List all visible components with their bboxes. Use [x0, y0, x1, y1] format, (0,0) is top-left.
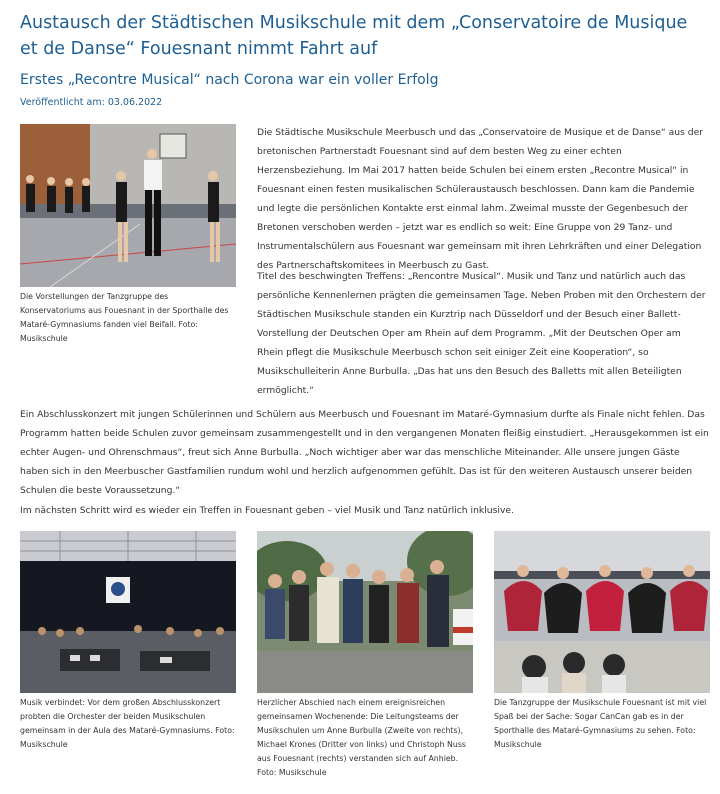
article-subtitle: Erstes „Recontre Musical“ nach Corona war ein voller Erfolg: [20, 72, 439, 88]
photo-caption: Musik verbindet: Vor dem großen Abschlusskonzert probten die Orchester der beiden Musikschulen gemeinsam in der Aula des Mataré-Gymnasiums. Foto: Musikschule: [20, 698, 235, 749]
article-paragraph: Ein Abschlusskonzert mit jungen Schülerinnen und Schülern aus Meerbusch und Fouesnant im Mataré-Gymnasium durfte als Finale nicht fehlen. Das Programm hatten beide Schulen zuvor gemeinsam zusammengestellt und in den vergangenen Monaten fleißig einstudiert. „Herausgekommen ist ein echter Augen- und Ohrenschmaus“, freut sich Anne Burbulla. „Noch wichtiger aber war das menschliche Miteinander. Alle unsere jungen Gäste haben sich in den Meerbuscher Gastfamilien rundum wohl und herzlich aufgenommen gefühlt. Das ist für den weiteren Austausch unserer beiden Schulen die beste Voraussetzung.“: [20, 409, 709, 496]
article-title: Austausch der Städtischen Musikschule mit dem „Conservatoire de Musique et de Danse“ Fouesnant nimmt Fahrt auf: [20, 13, 688, 59]
photo-orchestra-rehearsal: [20, 531, 236, 693]
article-paragraph: Die Städtische Musikschule Meerbusch und das „Conservatoire de Musique et de Danse“ aus der bretonischen Partnerstadt Fouesnant sind auf dem besten Weg zu einer echten Herzensbeziehung. Im Mai 2017 hatten beide Schulen bei einem ersten „Recontre Musical“ in Fouesnant einen festen musikalischen Schüleraustausch beschlossen. Dann kam die Pandemie und legte die persönlichen Kontakte erst einmal lahm. Zweimal musste der Gegenbesuch der Bretonen verschoben werden – jetzt war es endlich so weit: Eine Gruppe von 29 Tanz- und Instrumentalschülern aus Fouesnant war gemeinsam mit ihren Lehrkräften und einer Delegation des Partnerschaftskomitees in Meerbusch zu Gast.: [257, 127, 704, 271]
photo-dance-rehearsal: [20, 124, 236, 287]
photo-caption: Herzlicher Abschied nach einem ereignisreichen gemeinsamen Wochenende: Die Leitungsteams der Musikschulen um Anne Burbulla (Zweite von rechts), Michael Krones (Dritter von links) und Christoph Nuss aus Fouesnant (rechts) verstanden sich auf Anhieb. Foto: Musikschule: [257, 698, 466, 777]
article-paragraph: Im nächsten Schritt wird es wieder ein Treffen in Fouesnant geben – viel Musik und Tanz natürlich inklusive.: [20, 505, 514, 516]
photo-caption: Die Vorstellungen der Tanzgruppe des Konservatoriums aus Fouesnant in der Sporthalle des Mataré-Gymnasiums fanden viel Beifall. Foto: Musikschule: [20, 292, 229, 343]
photo-group-farewell: [257, 531, 473, 693]
article-paragraph: Titel des beschwingten Treffens: „Rencontre Musical“. Musik und Tanz und natürlich auch das persönliche Kennenlernen prägten die gemeinsamen Tage. Neben Proben mit den Orchestern der Städtischen Musikschule standen ein Kurztrip nach Düsseldorf und der Besuch einer Ballett-Vorstellung der Deutschen Oper am Rhein auf dem Programm. „Mit der Deutschen Oper am Rhein pflegt die Musikschule Meerbusch schon seit einiger Zeit eine Kooperation“, so Musikschulleiterin Anne Burbulla. „Das hat uns den Besuch des Balletts mit allen Beteiligten ermöglicht.“: [257, 271, 706, 396]
photo-caption: Die Tanzgruppe der Musikschule Fouesnant ist mit viel Spaß bei der Sache: Sogar CanCan gab es in der Sporthalle des Mataré-Gymnasiums zu sehen. Foto: Musikschule: [494, 698, 707, 749]
published-date: Veröffentlicht am: 03.06.2022: [20, 97, 163, 108]
photo-cancan-dancers: [494, 531, 710, 693]
